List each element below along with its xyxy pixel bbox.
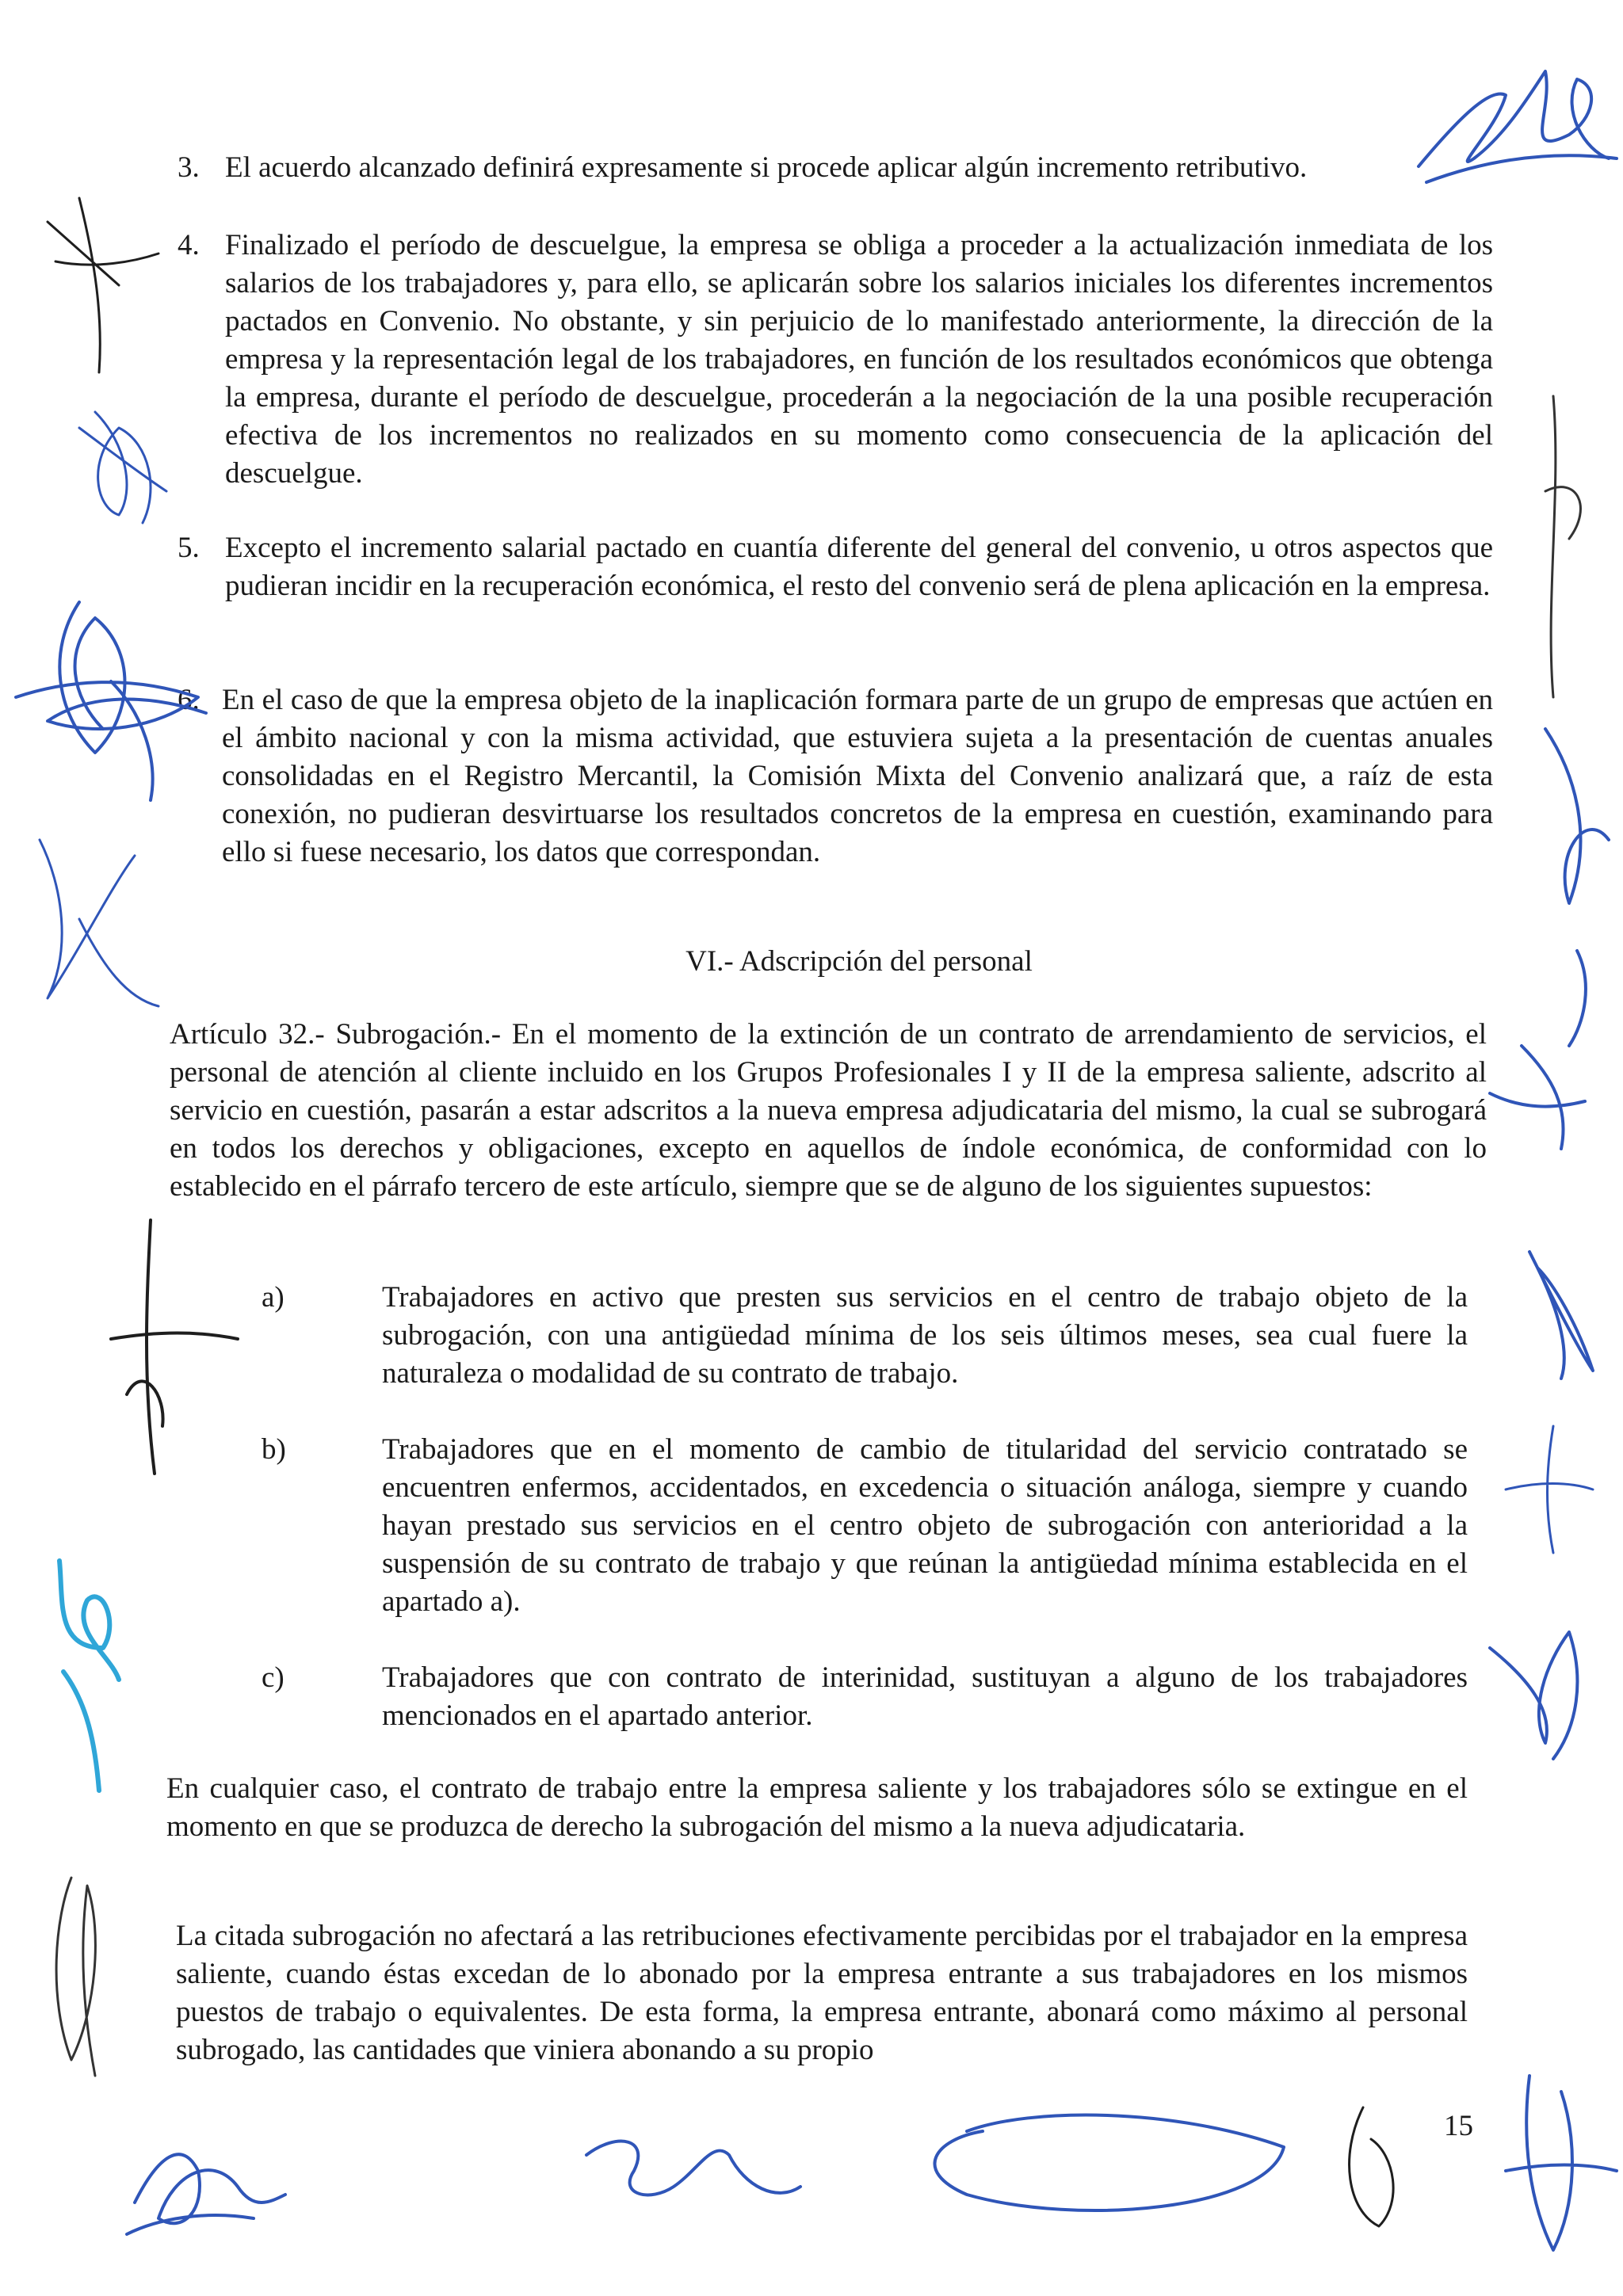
paragraph-retribuciones: La citada subrogación no afectará a las retribuciones efectivamente percibidas por el trabajador en la empresa saliente, cuando éstas excedan de lo abonado por la empresa entrante a sus trabajadores en los mismos puestos de trabajo o equivalentes. De esta forma, la empresa entrante, abonará como máximo al personal subrogado, las cantidades que viniera abonando a su propio (176, 1920, 1468, 2066)
signature-bottom-right-small (1350, 2107, 1394, 2226)
signature-left-6 (56, 1878, 95, 2076)
signature-right-1 (1545, 396, 1580, 697)
signature-right-5 (1490, 1632, 1577, 1759)
item-3-number: 3. (178, 151, 200, 184)
paragraph-extincion: En cualquier caso, el contrato de trabajo entre la empresa saliente y los trabajadores sólo se extingue en el momento en que se produzca de derecho la subrogación del mismo a la nueva adjudicataria. (166, 1772, 1468, 1843)
case-b-text: Trabajadores que en el momento de cambio de titularidad del servicio contratado se encuentren enfermos, accidentados, en excedencia o situación análoga, siempre y cuando hayan prestado sus servicios en el centro objeto de subrogación con anterioridad a la suspensión de su contrato de trabajo y que reúnan la antigüedad mínima establecida en el apartado a). (382, 1433, 1468, 1618)
signature-right-4 (1506, 1426, 1593, 1553)
item-5-number: 5. (178, 532, 200, 564)
signature-left-cyan (59, 1561, 119, 1791)
case-a-label: a) (262, 1281, 285, 1314)
signature-right-bottom (1506, 2076, 1617, 2250)
signature-left-5 (111, 1220, 238, 1474)
signature-left-4 (40, 840, 158, 1006)
item-6-number: 6. (178, 684, 200, 716)
signature-right-3 (1529, 1252, 1593, 1379)
item-6-text: En el caso de que la empresa objeto de la inaplicación formara parte de un grupo de empresas que actúen en el ámbito nacional y con la misma actividad, que estuviera sujeta a la presentación de cuentas anuales consolidadas en el Registro Mercantil, la Comisión Mixta del Convenio analizará que, a raíz de esta conexión, no pudieran desvirtuarse los resultados concretos de la empresa en cuestión, examinando para ello si fuese necesario, los datos que correspondan. (222, 684, 1493, 868)
case-a-text: Trabajadores en activo que presten sus servicios en el centro de trabajo objeto de la subrogación, con una antigüedad mínima de los seis últimos meses, sea cual fuere la naturaleza o modalidad de su contrato de trabajo. (382, 1281, 1468, 1390)
item-5-text: Excepto el incremento salarial pactado en cuantía diferente del general del convenio, u otros aspectos que pudieran incidir en la recuperación económica, el resto del convenio será de plena aplicación en la empresa. (225, 532, 1493, 602)
signature-bottom-mid (586, 2115, 1284, 2210)
signature-right-2 (1490, 729, 1609, 1149)
signature-left-1 (48, 198, 158, 372)
case-c-text: Trabajadores que con contrato de interinidad, sustituyan a alguno de los trabajadores mencionados en el apartado anterior. (382, 1661, 1468, 1732)
signature-left-2 (79, 412, 166, 523)
article-32-text: Artículo 32.- Subrogación.- En el momento de la extinción de un contrato de arrendamiento de servicios, el personal de atención al cliente incluido en los Grupos Profesionales I y II de la empresa saliente, adscrito al servicio en cuestión, pasarán a estar adscritos a la nueva empresa adjudicataria del mismo, la cual se subrogará en todos los derechos y obligaciones, excepto en aquellos de índole económica, de conformidad con lo establecido en el párrafo tercero de este artículo, siempre que se de alguno de los siguientes supuestos: (170, 1018, 1487, 1203)
item-4-number: 4. (178, 229, 200, 261)
section-heading: VI.- Adscripción del personal (685, 945, 1033, 978)
page-number: 15 (1444, 2110, 1473, 2142)
case-c-label: c) (262, 1661, 285, 1694)
case-b-label: b) (262, 1433, 286, 1466)
item-4-text: Finalizado el período de descuelgue, la empresa se obliga a proceder a la actualización inmediata de los salarios de los trabajadores y, para ello, se aplicarán sobre los salarios iniciales los diferentes incrementos pactados en Convenio. No obstante, y sin perjuicio de lo manifestado anteriormente, la dirección de la empresa y la representación legal de los trabajadores, en función de los resultados económicos que obtenga la empresa, durante el período de descuelgue, procederán a la negociación de la una posible recuperación efectiva de los incrementos no realizados en su momento como consecuencia de la aplicación del descuelgue. (225, 229, 1493, 490)
item-3-text: El acuerdo alcanzado definirá expresamente si procede aplicar algún incremento retributivo. (225, 151, 1308, 184)
signature-bottom-left (127, 2154, 285, 2234)
